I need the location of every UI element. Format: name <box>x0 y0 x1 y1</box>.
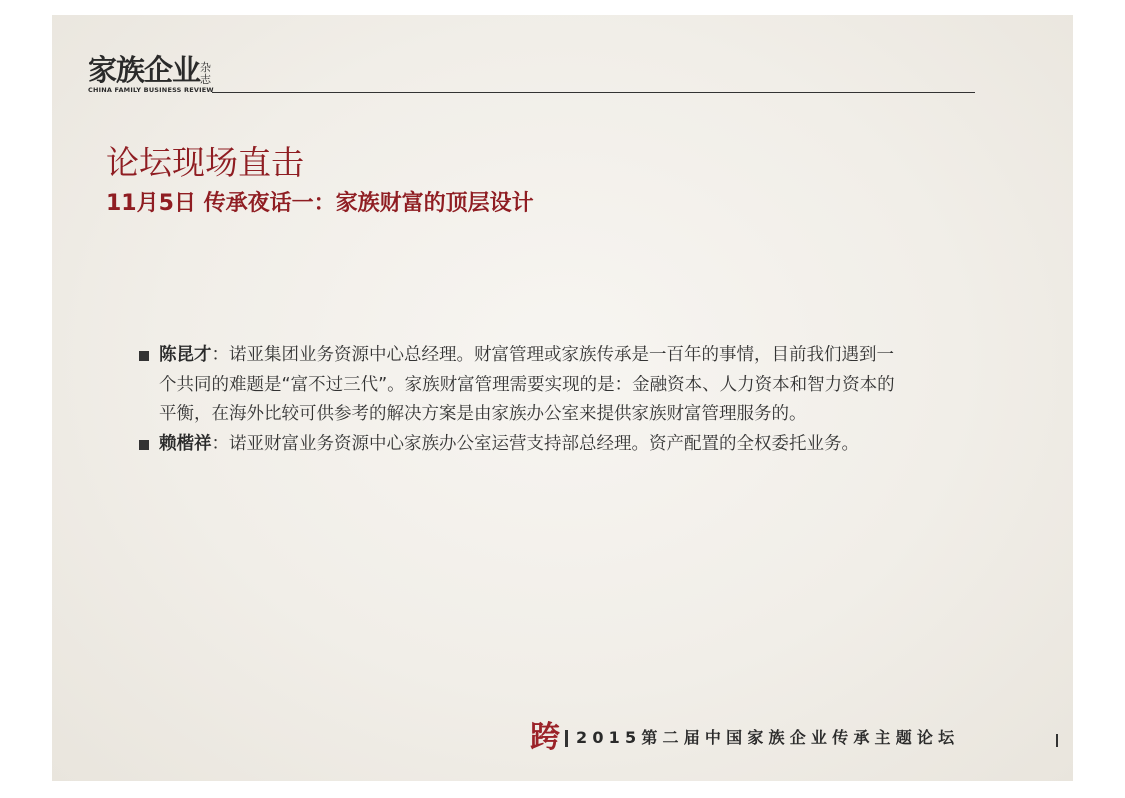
logo-name: 家族企业 <box>88 53 201 87</box>
footer-end-divider <box>1056 734 1058 747</box>
forum-seal-logo: 跨 <box>530 720 560 755</box>
speaker-list <box>137 341 897 459</box>
square-bullet-icon <box>139 351 149 361</box>
speaker-paragraph <box>159 341 897 430</box>
slide-title: 论坛现场直击 <box>106 143 304 182</box>
slide-subtitle <box>106 189 534 219</box>
slide <box>52 15 1073 781</box>
subtitle-day-number: 5 <box>158 191 174 216</box>
subtitle-month-number: 11 <box>106 191 137 216</box>
logo-english: CHINA FAMILY BUSINESS REVIEW <box>88 86 214 94</box>
header-divider <box>212 92 975 93</box>
speaker-item <box>137 341 897 430</box>
forum-name: 2015第二届中国家族企业传承主题论坛 <box>576 728 960 747</box>
subtitle-month-char: 月 <box>136 191 159 216</box>
speaker-description: ：诺亚集团业务资源中心总经理。财富管理或家族传承是一百年的事情，目前我们遇到一个共同的难题是“富不过三代”。家族财富管理需要实现的是：金融资本、人力资本和智力资本的平衡，在海外比较可供参考的解决方案是由家族办公室来提供家族财富管理服务的。 <box>159 345 895 424</box>
speaker-description: ：诺亚财富业务资源中心家族办公室运营支持部总经理。资产配置的全权委托业务。 <box>211 433 859 454</box>
footer <box>530 720 1070 760</box>
footer-divider <box>565 730 568 747</box>
speaker-item <box>137 430 897 460</box>
square-bullet-icon <box>139 440 149 450</box>
speaker-name: 赖楷祥 <box>159 433 212 454</box>
speaker-paragraph <box>159 430 897 460</box>
subtitle-day-char: 日 <box>173 191 196 216</box>
speaker-name: 陈昆才 <box>159 345 212 365</box>
logo-sub: 杂志 <box>200 61 211 86</box>
subtitle-text: 传承夜话一：家族财富的顶层设计 <box>195 191 534 216</box>
